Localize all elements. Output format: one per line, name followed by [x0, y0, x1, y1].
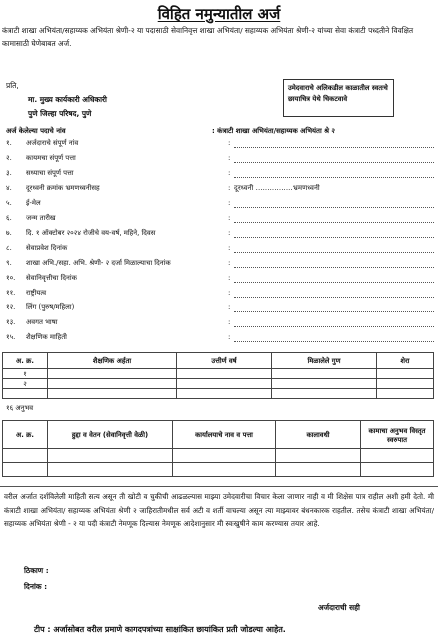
divider [0, 486, 438, 487]
exp-header-office: कार्यालयाचे नाव व पत्ता [173, 421, 276, 449]
declaration-text: वरील अर्जात दर्शविलेली माहिती सत्य असून ती खोटी व चुकीची आढळल्यास माझ्या उमेदवारीचा विचार केला जाणार नाही व मी शिक्षेस पात्र राहील अशी हमी देतो. मी कंत्राटी शाखा अभियंता/ सहाय्यक अभियंता श्रेणी २ जाहिरातीमधील सर्व अटी व शर्ती वाचल्या असून त्या माझ्यावर बंधनकारक राहतील. तसेच कंत्राटी शाखा अभियंता/सहाय्यक अभियंता श्रेणी - २ या पदी कंत्राटी नेमणूक दिल्यास नेमणूक आदेशानुसार मी स्वःखुषीने काम करण्यास तयार आहे. [4, 492, 434, 528]
table-cell [3, 463, 48, 477]
field-label: अर्जदाराचे संपूर्ण नांव [26, 139, 79, 147]
edu-header-qualification: शैक्षणिक अर्हता [48, 353, 177, 369]
exp-header-sr: अ. क्र. [3, 421, 48, 449]
table-cell [3, 449, 48, 463]
field-value[interactable] [234, 214, 434, 223]
exp-header-post: हुद्दा व वेतन (सेवानिवृत्ती वेळी) [48, 421, 173, 449]
field-colon: : [228, 139, 231, 147]
field-value[interactable] [234, 303, 434, 312]
field-colon: : [228, 273, 231, 282]
form-intro: कंत्राटी शाखा अभियंता/सहाय्यक अभियंता श्रेणी-२ या पदासाठी सेवानिवृत्त शाखा अभियंता/ सहाय्यक अभियंता श्रेणी-२ यांच्या सेवा कंत्राटी पध्दतीने विवक्षित कामासाठी घेणेबाबत अर्ज. [2, 26, 414, 48]
field-colon: : [228, 333, 231, 342]
field-label: शैक्षणिक माहिती [26, 333, 67, 342]
signature-label: अर्जदाराची सही [318, 603, 360, 612]
table-cell [48, 463, 173, 477]
field-label: सध्याचा संपूर्ण पत्ता [26, 168, 74, 177]
experience-label: १६ अनुभव [6, 404, 34, 412]
field-number: १२. [6, 303, 16, 312]
table-row [3, 379, 434, 389]
table-cell [272, 369, 377, 379]
post-value: : कंत्राटी शाखा अभियंता/सहाय्यक अभियंता श्रे २ [212, 127, 336, 135]
edu-header-marks: मिळालेले गुण [272, 353, 377, 369]
place-label: ठिकाण : [24, 566, 49, 575]
table-row [3, 389, 434, 399]
field-value[interactable] [234, 169, 434, 178]
field-colon: : [228, 243, 231, 252]
table-cell: २ [3, 379, 48, 389]
post-label: अर्ज केलेल्या पदाचे नांव [6, 127, 66, 135]
note-text: टीप : अर्जासोबत वरील प्रमाणे कागदपत्रांच्या साक्षांकित छायांकित प्रती जोडल्या आहेत. [34, 625, 286, 634]
field-number: ६. [6, 213, 12, 222]
address-line2: पुणे जिल्हा परिषद, पुणे [28, 109, 92, 118]
field-label: सेवाप्रवेश दिनांक [26, 243, 68, 252]
field-label: शाखा अभि./सहा. अभि. श्रेणी- २ दर्जा मिळाल्याचा दिनांक [26, 258, 171, 267]
table-cell [48, 369, 177, 379]
field-number: ९. [6, 258, 12, 267]
form-title: विहित नमुन्यातील अर्ज [157, 5, 281, 23]
table-cell [48, 389, 177, 399]
edu-header-sr: अ. क्र. [3, 353, 48, 369]
table-cell [177, 379, 272, 389]
field-colon: : [228, 153, 231, 162]
table-cell [377, 369, 434, 379]
table-cell [377, 389, 434, 399]
address-prati: प्रति, [6, 81, 19, 90]
field-colon: : [228, 288, 231, 297]
field-value[interactable] [234, 289, 434, 298]
table-cell [173, 449, 276, 463]
field-label: कायमचा संपूर्ण पत्ता [26, 153, 76, 162]
field-number: १५. [6, 333, 16, 342]
field-colon: : [228, 228, 231, 237]
table-cell [177, 369, 272, 379]
field-value[interactable] [234, 154, 434, 163]
photo-box: उमेदवाराचे अलिकडील काळातील स्वतःचे छायाचित्र येथे चिकटवावे [283, 79, 394, 117]
field-colon: : [228, 183, 231, 192]
date-label: दिनांक : [24, 582, 48, 591]
table-row [3, 369, 434, 379]
field-number: १०. [6, 273, 16, 282]
field-value[interactable] [234, 259, 434, 268]
edu-header-year: उत्तीर्ण वर्ष [177, 353, 272, 369]
exp-header-experience: कामाचा अनुभव विस्तृत स्वरुपात [361, 421, 434, 449]
table-cell [177, 389, 272, 399]
field-label: ई-मेल [26, 198, 41, 207]
field-number: ७. [6, 228, 12, 237]
field-colon: : [228, 303, 231, 312]
edu-header-remarks: शेरा [377, 353, 434, 369]
field-value[interactable] [234, 139, 434, 148]
table-cell [276, 463, 361, 477]
field-value[interactable] [234, 333, 434, 342]
field-colon: : [228, 168, 231, 177]
field-colon: : [228, 258, 231, 267]
field-number: ४. [6, 183, 12, 192]
table-cell [272, 379, 377, 389]
field-value[interactable] [234, 199, 434, 208]
field-label: अवगत भाषा [26, 318, 58, 327]
field-label: दि. १ ऑक्टोबर २०२४ रोजीचे वय-वर्ष, महिने, दिवस [26, 228, 156, 237]
field-colon: : [228, 213, 231, 222]
table-cell [173, 463, 276, 477]
education-table [2, 352, 434, 399]
field-label: राष्ट्रीयत्व [26, 288, 47, 297]
table-row [3, 449, 434, 463]
exp-header-period: कालावधी [276, 421, 361, 449]
field-colon: : [228, 318, 231, 327]
field-number: २. [6, 153, 12, 162]
table-cell: १ [3, 369, 48, 379]
field-value[interactable]: दूरध्वनी ................भ्रमणध्वनी [234, 183, 320, 192]
field-label: दूरध्वनी क्रमांक भ्रमणध्वनीसह [26, 183, 100, 192]
field-number: ११. [6, 288, 16, 297]
field-number: १. [6, 139, 12, 147]
field-value[interactable] [234, 229, 434, 238]
field-value[interactable] [234, 244, 434, 253]
field-colon: : [228, 198, 231, 207]
field-value[interactable] [234, 274, 434, 283]
field-label: लिंग (पुरुष/महिला) [26, 303, 75, 312]
address-line1: मा. मुख्य कार्यकारी अधिकारी [28, 95, 107, 104]
table-cell [3, 389, 48, 399]
table-cell [48, 379, 177, 389]
field-value[interactable] [234, 318, 434, 327]
field-number: ८. [6, 243, 12, 252]
table-cell [361, 449, 434, 463]
table-cell [377, 379, 434, 389]
field-number: १३. [6, 318, 16, 327]
table-cell [361, 463, 434, 477]
field-number: ५. [6, 198, 12, 207]
table-cell [48, 449, 173, 463]
field-label: जन्म तारीख [26, 213, 56, 222]
table-cell [276, 449, 361, 463]
table-row [3, 463, 434, 477]
field-number: ३. [6, 168, 12, 177]
table-cell [272, 389, 377, 399]
field-label: सेवानिवृत्तीचा दिनांक [26, 273, 77, 282]
experience-table [2, 420, 434, 477]
